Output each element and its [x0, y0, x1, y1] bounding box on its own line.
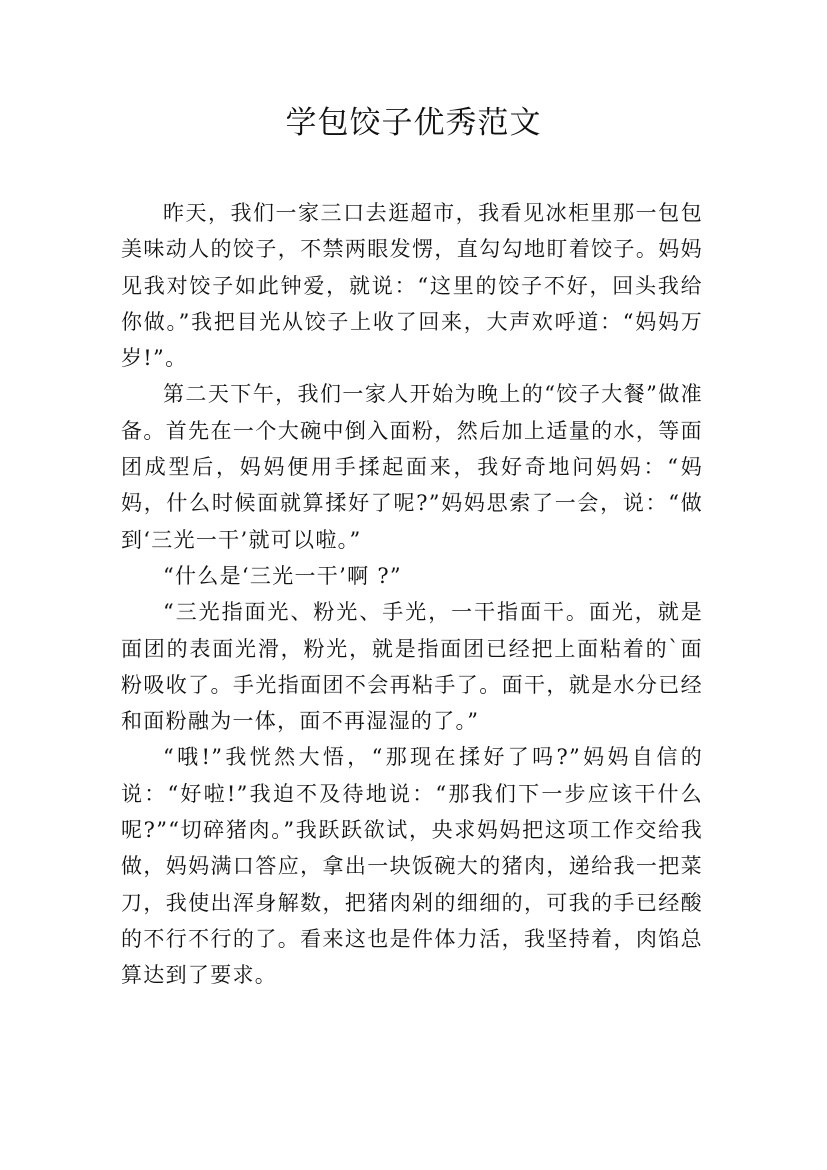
paragraph-3: “什么是‘三光一干’啊 ?”	[163, 563, 402, 588]
document-title: 学包饺子优秀范文	[285, 105, 542, 141]
paragraph-1: 昨天，我们一家三口去逛超市，我看见冰柜里那一包包美味动人的饺子，不禁两眼发愣，直勾勾地盯着饺子。妈妈见我对饺子如此钟爱，就说：“这里的饺子不好，回头我给你做。”我把目光从饺子上收了回来，大声欢呼道：“妈妈万岁!”。	[121, 201, 703, 371]
paragraph-5: “哦!”我恍然大悟，“那现在揉好了吗?”妈妈自信的说：“好啦!”我迫不及待地说：“那我们下一步应该干什么呢?”“切碎猪肉。”我跃跃欲试，央求妈妈把这项工作交给我做，妈妈满口答应，拿出一块饭碗大的猪肉，递给我一把菜刀，我使出浑身解数，把猪肉剁的细细的，可我的手已经酸的不行不行的了。看来这也是件体力活，我坚持着，肉馅总算达到了要求。	[121, 745, 703, 988]
paragraph-2: 第二天下午，我们一家人开始为晚上的“饺子大餐”做准备。首先在一个大碗中倒入面粉，然后加上适量的水，等面团成型后，妈妈便用手揉起面来，我好奇地问妈妈：“妈妈，什么时候面就算揉好了呢?”妈妈思索了一会，说：“做到‘三光一干’就可以啦。”	[121, 382, 703, 552]
document-body	[121, 195, 703, 994]
paragraph-4: “三光指面光、粉光、手光，一干指面干。面光，就是面团的表面光滑，粉光，就是指面团已经把上面粘着的`面粉吸收了。手光指面团不会再粘手了。面干，就是水分已经和面粉融为一体，面不再湿湿的了。”	[121, 600, 703, 734]
